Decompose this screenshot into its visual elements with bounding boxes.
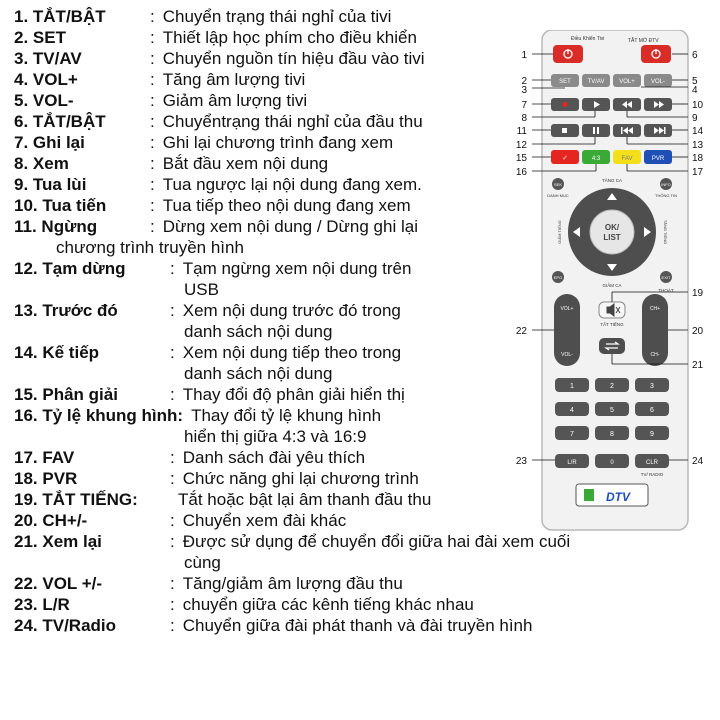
tv-vol-down-label: VOL- — [650, 79, 666, 85]
legend-item — [14, 153, 514, 174]
legend-item-desc: Chuyển nguồn tín hiệu đầu vào tivi — [162, 49, 425, 68]
legend-item-continuation: danh sách nội dung — [184, 322, 333, 341]
tv-radio-label: TV/ RADIO — [640, 472, 664, 477]
legend-item-label: 1. TẮT/BẬT — [14, 7, 106, 26]
digit-label: 5 — [610, 407, 614, 414]
dtv-logo — [576, 484, 648, 506]
legend-item-continuation: USB — [184, 280, 219, 299]
svg-text:16: 16 — [515, 167, 527, 178]
record-icon — [563, 102, 568, 107]
svg-text:12: 12 — [515, 140, 527, 151]
digit-label: 8 — [610, 431, 614, 438]
digit-label: 6 — [650, 407, 654, 414]
tv-av-button-label: TV/AV — [587, 79, 605, 85]
legend-item-desc: Chức năng ghi lại chương trình — [182, 469, 419, 488]
svg-text:3: 3 — [521, 85, 527, 96]
tv-power-button[interactable] — [553, 45, 583, 63]
legend-item-label: 16. Tỷ lệ khung hình: — [14, 406, 184, 425]
digit-label: 1 — [570, 383, 574, 390]
legend-item-separator: : — [150, 154, 155, 173]
legend-item-separator: : — [170, 574, 175, 593]
svg-text:4: 4 — [692, 85, 698, 96]
legend-item-desc: Được sử dụng để chuyển đổi giữa hai đài xem cuối — [182, 532, 571, 551]
svg-text:5: 5 — [692, 76, 698, 87]
svg-text:18: 18 — [692, 153, 704, 164]
legend-item-label: 2. SET — [14, 28, 66, 47]
legend-item-desc: Tăng/giảm âm lượng đầu thu — [182, 574, 403, 593]
exit-label: EXIT — [661, 275, 671, 280]
danh-muc-label: DANH MỤC — [547, 193, 569, 198]
legend-item-continuation: cùng — [184, 553, 221, 572]
legend-item-label: 5. VOL- — [14, 91, 74, 110]
legend-item-desc: Tăng âm lượng tivi — [162, 70, 306, 89]
ch-plus-label: CH+ — [649, 306, 661, 312]
legend-item — [14, 195, 514, 216]
list-label: LIST — [603, 233, 621, 242]
legend-item-desc: Bắt đầu xem nội dung — [162, 154, 329, 173]
digit-label: 9 — [650, 431, 654, 438]
legend-item-desc: Giảm âm lượng tivi — [162, 91, 308, 110]
number-pad — [555, 378, 669, 440]
svg-text:8: 8 — [521, 113, 527, 124]
legend-item-separator: : — [170, 616, 175, 635]
svg-text:23: 23 — [515, 456, 527, 467]
legend-item — [14, 300, 514, 321]
legend-item-desc: chuyển giữa các kênh tiếng khác nhau — [182, 595, 474, 614]
set-button-label: SET — [559, 79, 571, 85]
tv-control-header: Điều Khiển Tivi — [571, 36, 605, 42]
legend-item-separator: : — [170, 343, 175, 362]
svg-text:13: 13 — [692, 140, 704, 151]
thoat-label: THOÁT — [658, 288, 674, 293]
svg-text:24: 24 — [692, 456, 704, 467]
legend-item-desc: Ghi lại chương trình đang xem — [162, 133, 394, 152]
svg-text:2: 2 — [521, 76, 527, 87]
vol-up-side-label: TĂNG TIẾNG — [663, 219, 668, 245]
digit-label: 2 — [610, 383, 614, 390]
legend-item — [14, 594, 514, 615]
legend-item-separator: : — [170, 301, 175, 320]
ch-up-label: TĂNG CA — [601, 178, 623, 183]
legend-item-desc: Tắt hoặc bật lại âm thanh đầu thu — [178, 490, 432, 509]
legend-item-separator: : — [150, 112, 155, 131]
legend-item-separator: : — [150, 175, 155, 194]
legend-item-label: 4. VOL+ — [14, 70, 78, 89]
legend-item-desc: Thiết lập học phím cho điều khiển — [162, 28, 417, 47]
legend-item-desc: Xem nội dung tiếp theo trong — [182, 343, 402, 362]
stb-power-header: TẮT MỞ ĐTV — [628, 38, 659, 44]
legend-item — [14, 27, 514, 48]
remote-diagram — [506, 30, 720, 540]
vol-down-side-label: GIẢM TIẾNG — [557, 220, 562, 244]
svg-text:17: 17 — [692, 167, 704, 178]
tv-vol-up-label: VOL+ — [619, 79, 635, 85]
legend-item-desc: Xem nội dung trước đó trong — [182, 301, 401, 320]
legend-item-separator: : — [150, 217, 155, 236]
legend-item — [14, 90, 514, 111]
legend-item-label: 22. VOL +/- — [14, 574, 103, 593]
svg-text:7: 7 — [521, 100, 527, 111]
legend-item-desc: Tua ngược lại nội dung đang xem. — [162, 175, 422, 194]
legend-item-label: 15. Phân giải — [14, 385, 118, 404]
svg-text:6: 6 — [692, 50, 698, 61]
legend-item — [14, 258, 514, 279]
stb-power-button[interactable] — [641, 45, 671, 63]
legend-item-desc: Tua tiếp theo nội dung đang xem — [162, 196, 411, 215]
vol-minus-label: VOL- — [561, 352, 573, 358]
stop-icon — [562, 128, 567, 133]
legend-item — [14, 216, 514, 237]
legend-item-separator: : — [150, 28, 155, 47]
legend-item-separator: : — [150, 91, 155, 110]
legend-item — [14, 510, 514, 531]
legend-item — [14, 69, 514, 90]
svg-text:19: 19 — [692, 288, 704, 299]
svg-text:9: 9 — [692, 113, 698, 124]
legend-item-label: 12. Tạm dừng — [14, 259, 126, 278]
svg-text:14: 14 — [692, 126, 704, 137]
mute-label: TẮT TIẾNG — [600, 322, 624, 327]
ch-minus-label: CH- — [650, 352, 660, 358]
legend-item-label: 24. TV/Radio — [14, 616, 117, 635]
legend-item-label: 11. Ngừng — [14, 217, 98, 236]
legend-item — [14, 573, 514, 594]
legend-item-label: 10. Tua tiến — [14, 196, 107, 215]
legend-item-separator: : — [150, 7, 155, 26]
legend-item-separator: : — [170, 511, 175, 530]
svg-text:DTV: DTV — [606, 490, 630, 504]
ok-label: OK/ — [604, 223, 620, 232]
digit-label: 3 — [650, 383, 654, 390]
resolution-icon: ✓ — [562, 155, 568, 162]
legend-item-separator: : — [170, 595, 175, 614]
legend-item — [14, 489, 514, 510]
legend-item — [14, 531, 571, 552]
legend-item-label: 8. Xem — [14, 154, 69, 173]
legend-item — [14, 405, 514, 426]
legend-item-separator: : — [170, 448, 175, 467]
lr-label: L/R — [567, 460, 577, 466]
legend-item-label: 9. Tua lùi — [14, 175, 87, 194]
ratio-button-label: 4:3 — [591, 156, 601, 162]
vol-plus-label: VOL+ — [560, 306, 574, 312]
legend-item — [14, 447, 514, 468]
legend-item-separator: : — [150, 133, 155, 152]
digit-label: 4 — [570, 407, 574, 414]
legend-item-label: 7. Ghi lại — [14, 133, 85, 152]
legend-item-desc: Thay đổi độ phân giải hiển thị — [182, 385, 405, 404]
legend-item-desc: Tạm ngừng xem nội dung trên — [182, 259, 412, 278]
legend-item-label: 23. L/R — [14, 595, 70, 614]
ok-list-button[interactable] — [590, 210, 634, 254]
legend-item-separator: : — [150, 196, 155, 215]
legend-item-separator: : — [170, 469, 175, 488]
legend-item-label: 21. Xem lại — [14, 532, 102, 551]
legend-item — [14, 468, 514, 489]
svg-text:21: 21 — [692, 360, 704, 371]
legend-item-desc: Chuyểntrạng thái nghỉ của đầu thu — [162, 112, 423, 131]
epg-label: EPG — [553, 275, 563, 280]
legend-item — [14, 384, 514, 405]
legend-item — [14, 111, 514, 132]
info-label: INFO — [661, 182, 671, 187]
legend-item-continuation: danh sách nội dung — [184, 364, 333, 383]
legend-item-continuation: chương trình truyền hình — [56, 238, 244, 257]
zero-label: 0 — [610, 460, 614, 466]
legend-item-label: 13. Trước đó — [14, 301, 118, 320]
legend-item-label: 6. TẮT/BẬT — [14, 112, 106, 131]
legend-item-separator: : — [150, 49, 155, 68]
legend-item — [14, 48, 514, 69]
legend-item-separator: : — [170, 385, 175, 404]
svg-text:15: 15 — [515, 153, 527, 164]
pause-button[interactable] — [582, 124, 610, 137]
svg-text:22: 22 — [515, 326, 527, 337]
legend-item-label: 19. TẮT TIẾNG: — [14, 490, 138, 509]
legend-item — [14, 6, 514, 27]
legend-item-desc: Thay đổi tỷ lệ khung hình — [191, 406, 382, 425]
legend-item-separator: : — [170, 532, 175, 551]
clr-label: CLR — [645, 460, 659, 466]
sek-label: SEK — [553, 182, 563, 187]
legend-item-desc: Dừng xem nội dung / Dừng ghi lại — [162, 217, 418, 236]
legend-item — [14, 615, 533, 636]
legend-item-desc: Chuyển giữa đài phát thanh và đài truyền hình — [182, 616, 533, 635]
svg-text:10: 10 — [692, 100, 704, 111]
legend-item — [14, 342, 514, 363]
recall-button[interactable] — [599, 338, 625, 354]
svg-text:20: 20 — [692, 326, 704, 337]
digit-label: 7 — [570, 431, 574, 438]
legend-item-continuation: hiển thị giữa 4:3 và 16:9 — [184, 427, 367, 446]
legend-item — [14, 174, 514, 195]
svg-text:1: 1 — [521, 50, 527, 61]
legend-item-separator: : — [170, 259, 175, 278]
legend-item-label: 14. Kế tiếp — [14, 343, 100, 362]
legend-item-desc: Chuyển trạng thái nghỉ của tivi — [162, 7, 392, 26]
legend-item-desc: Danh sách đài yêu thích — [182, 448, 366, 467]
fav-button-label: FAV — [621, 156, 633, 162]
legend-item-label: 17. FAV — [14, 448, 75, 467]
ch-down-label: GIẢM CA — [602, 283, 622, 288]
legend-item-label: 3. TV/AV — [14, 49, 82, 68]
pvr-button-label: PVR — [651, 156, 665, 162]
legend-item-label: 18. PVR — [14, 469, 78, 488]
thong-tin-label: THÔNG TIN — [655, 193, 677, 198]
legend-item-label: 20. CH+/- — [14, 511, 88, 530]
legend-item — [14, 132, 514, 153]
svg-text:11: 11 — [516, 126, 527, 137]
legend-item-separator: : — [150, 70, 155, 89]
legend-item-desc: Chuyển xem đài khác — [182, 511, 347, 530]
